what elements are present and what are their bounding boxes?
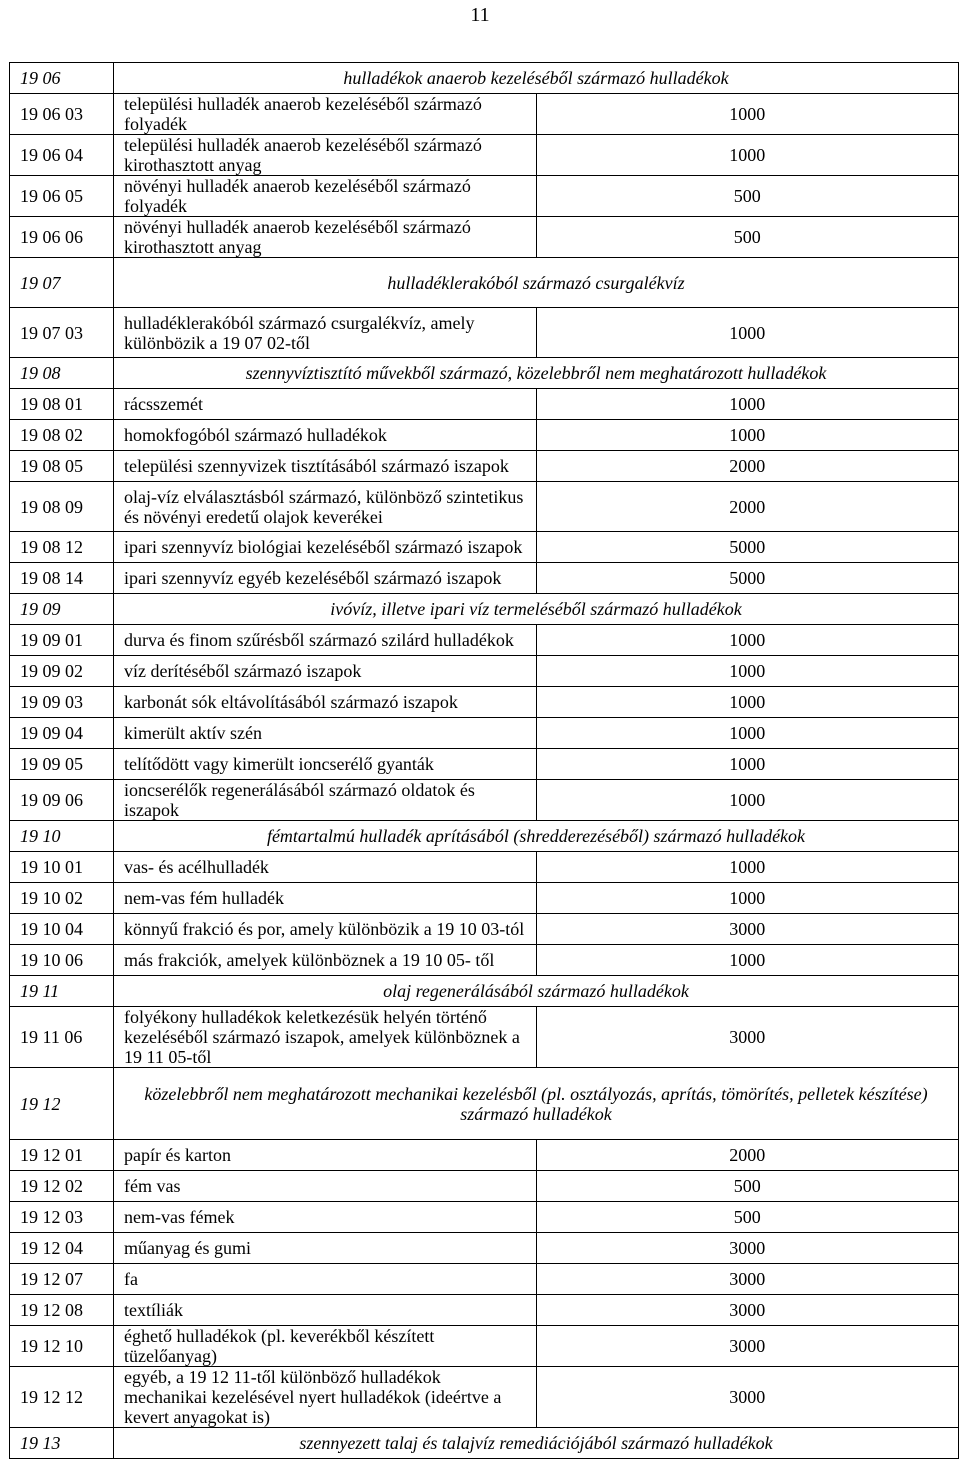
- waste-description-cell: olaj-víz elválasztásból származó, különböző szintetikus és növényi eredetű olajok keverékei: [114, 482, 537, 532]
- waste-code-cell: 19 10: [10, 821, 114, 852]
- waste-code-cell: 19 10 01: [10, 852, 114, 883]
- waste-code-cell: 19 06 06: [10, 217, 114, 258]
- waste-description-cell: nem-vas fémek: [114, 1202, 537, 1233]
- waste-code-cell: 19 06 04: [10, 135, 114, 176]
- table-row: [10, 420, 959, 451]
- table-row: [10, 1367, 959, 1428]
- limit-value-cell: 1000: [536, 389, 959, 420]
- table-row: [10, 176, 959, 217]
- waste-code-cell: 19 09 01: [10, 625, 114, 656]
- limit-value-cell: 5000: [536, 532, 959, 563]
- waste-code-table: [9, 62, 959, 1459]
- waste-code-cell: 19 09 02: [10, 656, 114, 687]
- waste-code-cell: 19 09 06: [10, 780, 114, 821]
- waste-description-cell: folyékony hulladékok keletkezésük helyén történő kezeléséből származó iszapok, amelyek különböznek a 19 11 05-től: [114, 1007, 537, 1068]
- waste-description-cell: növényi hulladék anaerob kezeléséből származó folyadék: [114, 176, 537, 217]
- table-row: [10, 1202, 959, 1233]
- limit-value-cell: 500: [536, 176, 959, 217]
- table-row: [10, 656, 959, 687]
- waste-description-cell: települési hulladék anaerob kezeléséből származó kirothasztott anyag: [114, 135, 537, 176]
- waste-code-cell: 19 09: [10, 594, 114, 625]
- waste-description-cell: fa: [114, 1264, 537, 1295]
- waste-description-cell: ipari szennyvíz egyéb kezeléséből származó iszapok: [114, 563, 537, 594]
- limit-value-cell: 3000: [536, 1367, 959, 1428]
- group-header-row: [10, 358, 959, 389]
- waste-code-cell: 19 12 12: [10, 1367, 114, 1428]
- table-row: [10, 687, 959, 718]
- waste-description-cell: homokfogóból származó hulladékok: [114, 420, 537, 451]
- table-row: [10, 1326, 959, 1367]
- limit-value-cell: 2000: [536, 1140, 959, 1171]
- waste-code-cell: 19 08 09: [10, 482, 114, 532]
- waste-description-cell: rácsszemét: [114, 389, 537, 420]
- group-header-row: [10, 1068, 959, 1140]
- waste-code-cell: 19 08 12: [10, 532, 114, 563]
- table-row: [10, 625, 959, 656]
- group-title-cell: olaj regenerálásából származó hulladékok: [114, 976, 959, 1007]
- table-row: [10, 883, 959, 914]
- waste-code-cell: 19 07 03: [10, 308, 114, 358]
- table-row: [10, 914, 959, 945]
- table-row: [10, 451, 959, 482]
- waste-description-cell: települési hulladék anaerob kezeléséből származó folyadék: [114, 94, 537, 135]
- table-row: [10, 563, 959, 594]
- group-title-cell: szennyvíztisztító művekből származó, közelebbről nem meghatározott hulladékok: [114, 358, 959, 389]
- waste-code-cell: 19 12 08: [10, 1295, 114, 1326]
- waste-code-cell: 19 08 05: [10, 451, 114, 482]
- waste-description-cell: éghető hulladékok (pl. keverékből készített tüzelőanyag): [114, 1326, 537, 1367]
- waste-description-cell: ioncserélők regenerálásából származó oldatok és iszapok: [114, 780, 537, 821]
- limit-value-cell: 1000: [536, 656, 959, 687]
- group-header-row: [10, 594, 959, 625]
- limit-value-cell: 1000: [536, 749, 959, 780]
- waste-description-cell: textíliák: [114, 1295, 537, 1326]
- group-title-cell: fémtartalmú hulladék aprításából (shredderezéséből) származó hulladékok: [114, 821, 959, 852]
- waste-code-cell: 19 10 02: [10, 883, 114, 914]
- limit-value-cell: 1000: [536, 420, 959, 451]
- waste-description-cell: más frakciók, amelyek különböznek a 19 10 05- től: [114, 945, 537, 976]
- limit-value-cell: 2000: [536, 451, 959, 482]
- waste-code-cell: 19 07: [10, 258, 114, 308]
- limit-value-cell: 1000: [536, 308, 959, 358]
- waste-description-cell: nem-vas fém hulladék: [114, 883, 537, 914]
- waste-description-cell: kimerült aktív szén: [114, 718, 537, 749]
- waste-description-cell: könnyű frakció és por, amely különbözik a 19 10 03-tól: [114, 914, 537, 945]
- waste-code-cell: 19 11 06: [10, 1007, 114, 1068]
- limit-value-cell: 500: [536, 1202, 959, 1233]
- page-number: 11: [470, 4, 490, 26]
- waste-code-cell: 19 12 07: [10, 1264, 114, 1295]
- limit-value-cell: 1000: [536, 94, 959, 135]
- waste-code-cell: 19 08 02: [10, 420, 114, 451]
- waste-code-cell: 19 12 03: [10, 1202, 114, 1233]
- group-title-cell: közelebbről nem meghatározott mechanikai kezelésből (pl. osztályozás, aprítás, tömörítés, pelletek készítése) származó hulladékok: [114, 1068, 959, 1140]
- waste-table-body: [10, 63, 959, 1459]
- waste-description-cell: telítődött vagy kimerült ioncserélő gyanták: [114, 749, 537, 780]
- waste-code-cell: 19 09 03: [10, 687, 114, 718]
- limit-value-cell: 2000: [536, 482, 959, 532]
- group-header-row: [10, 258, 959, 308]
- limit-value-cell: 3000: [536, 1295, 959, 1326]
- waste-description-cell: papír és karton: [114, 1140, 537, 1171]
- waste-code-cell: 19 08 01: [10, 389, 114, 420]
- waste-code-cell: 19 06: [10, 63, 114, 94]
- group-title-cell: hulladéklerakóból származó csurgalékvíz: [114, 258, 959, 308]
- table-row: [10, 308, 959, 358]
- waste-description-cell: növényi hulladék anaerob kezeléséből származó kirothasztott anyag: [114, 217, 537, 258]
- table-row: [10, 852, 959, 883]
- limit-value-cell: 3000: [536, 914, 959, 945]
- table-row: [10, 1295, 959, 1326]
- table-row: [10, 135, 959, 176]
- waste-description-cell: durva és finom szűrésből származó szilárd hulladékok: [114, 625, 537, 656]
- group-header-row: [10, 976, 959, 1007]
- limit-value-cell: 500: [536, 217, 959, 258]
- waste-code-cell: 19 12 02: [10, 1171, 114, 1202]
- limit-value-cell: 5000: [536, 563, 959, 594]
- group-title-cell: szennyezett talaj és talajvíz remediációjából származó hulladékok: [114, 1428, 959, 1459]
- limit-value-cell: 1000: [536, 687, 959, 718]
- limit-value-cell: 1000: [536, 945, 959, 976]
- waste-description-cell: hulladéklerakóból származó csurgalékvíz, amely különbözik a 19 07 02-től: [114, 308, 537, 358]
- waste-code-cell: 19 13: [10, 1428, 114, 1459]
- group-header-row: [10, 1428, 959, 1459]
- limit-value-cell: 1000: [536, 718, 959, 749]
- table-row: [10, 945, 959, 976]
- table-row: [10, 217, 959, 258]
- waste-description-cell: egyéb, a 19 12 11-től különböző hulladékok mechanikai kezelésével nyert hulladékok (ideértve a kevert anyagokat is): [114, 1367, 537, 1428]
- limit-value-cell: 3000: [536, 1007, 959, 1068]
- limit-value-cell: 500: [536, 1171, 959, 1202]
- table-row: [10, 482, 959, 532]
- waste-description-cell: karbonát sók eltávolításából származó iszapok: [114, 687, 537, 718]
- waste-code-cell: 19 08 14: [10, 563, 114, 594]
- waste-description-cell: ipari szennyvíz biológiai kezeléséből származó iszapok: [114, 532, 537, 563]
- limit-value-cell: 1000: [536, 625, 959, 656]
- waste-code-cell: 19 10 04: [10, 914, 114, 945]
- group-header-row: [10, 63, 959, 94]
- limit-value-cell: 3000: [536, 1326, 959, 1367]
- waste-code-cell: 19 12 10: [10, 1326, 114, 1367]
- limit-value-cell: 1000: [536, 852, 959, 883]
- waste-code-cell: 19 08: [10, 358, 114, 389]
- waste-description-cell: víz derítéséből származó iszapok: [114, 656, 537, 687]
- waste-code-cell: 19 12: [10, 1068, 114, 1140]
- table-row: [10, 780, 959, 821]
- group-title-cell: hulladékok anaerob kezeléséből származó hulladékok: [114, 63, 959, 94]
- table-row: [10, 1233, 959, 1264]
- table-row: [10, 718, 959, 749]
- waste-description-cell: műanyag és gumi: [114, 1233, 537, 1264]
- waste-code-cell: 19 12 01: [10, 1140, 114, 1171]
- limit-value-cell: 3000: [536, 1233, 959, 1264]
- table-row: [10, 1264, 959, 1295]
- limit-value-cell: 1000: [536, 780, 959, 821]
- group-header-row: [10, 821, 959, 852]
- waste-code-cell: 19 10 06: [10, 945, 114, 976]
- waste-description-cell: vas- és acélhulladék: [114, 852, 537, 883]
- table-row: [10, 1007, 959, 1068]
- waste-code-cell: 19 06 03: [10, 94, 114, 135]
- limit-value-cell: 1000: [536, 883, 959, 914]
- table-row: [10, 1171, 959, 1202]
- table-row: [10, 94, 959, 135]
- waste-code-cell: 19 12 04: [10, 1233, 114, 1264]
- table-row: [10, 532, 959, 563]
- group-title-cell: ivóvíz, illetve ipari víz termeléséből származó hulladékok: [114, 594, 959, 625]
- waste-description-cell: fém vas: [114, 1171, 537, 1202]
- waste-description-cell: települési szennyvizek tisztításából származó iszapok: [114, 451, 537, 482]
- waste-code-cell: 19 09 05: [10, 749, 114, 780]
- table-row: [10, 1140, 959, 1171]
- waste-code-cell: 19 09 04: [10, 718, 114, 749]
- table-row: [10, 389, 959, 420]
- limit-value-cell: 1000: [536, 135, 959, 176]
- waste-code-cell: 19 06 05: [10, 176, 114, 217]
- waste-code-cell: 19 11: [10, 976, 114, 1007]
- limit-value-cell: 3000: [536, 1264, 959, 1295]
- table-row: [10, 749, 959, 780]
